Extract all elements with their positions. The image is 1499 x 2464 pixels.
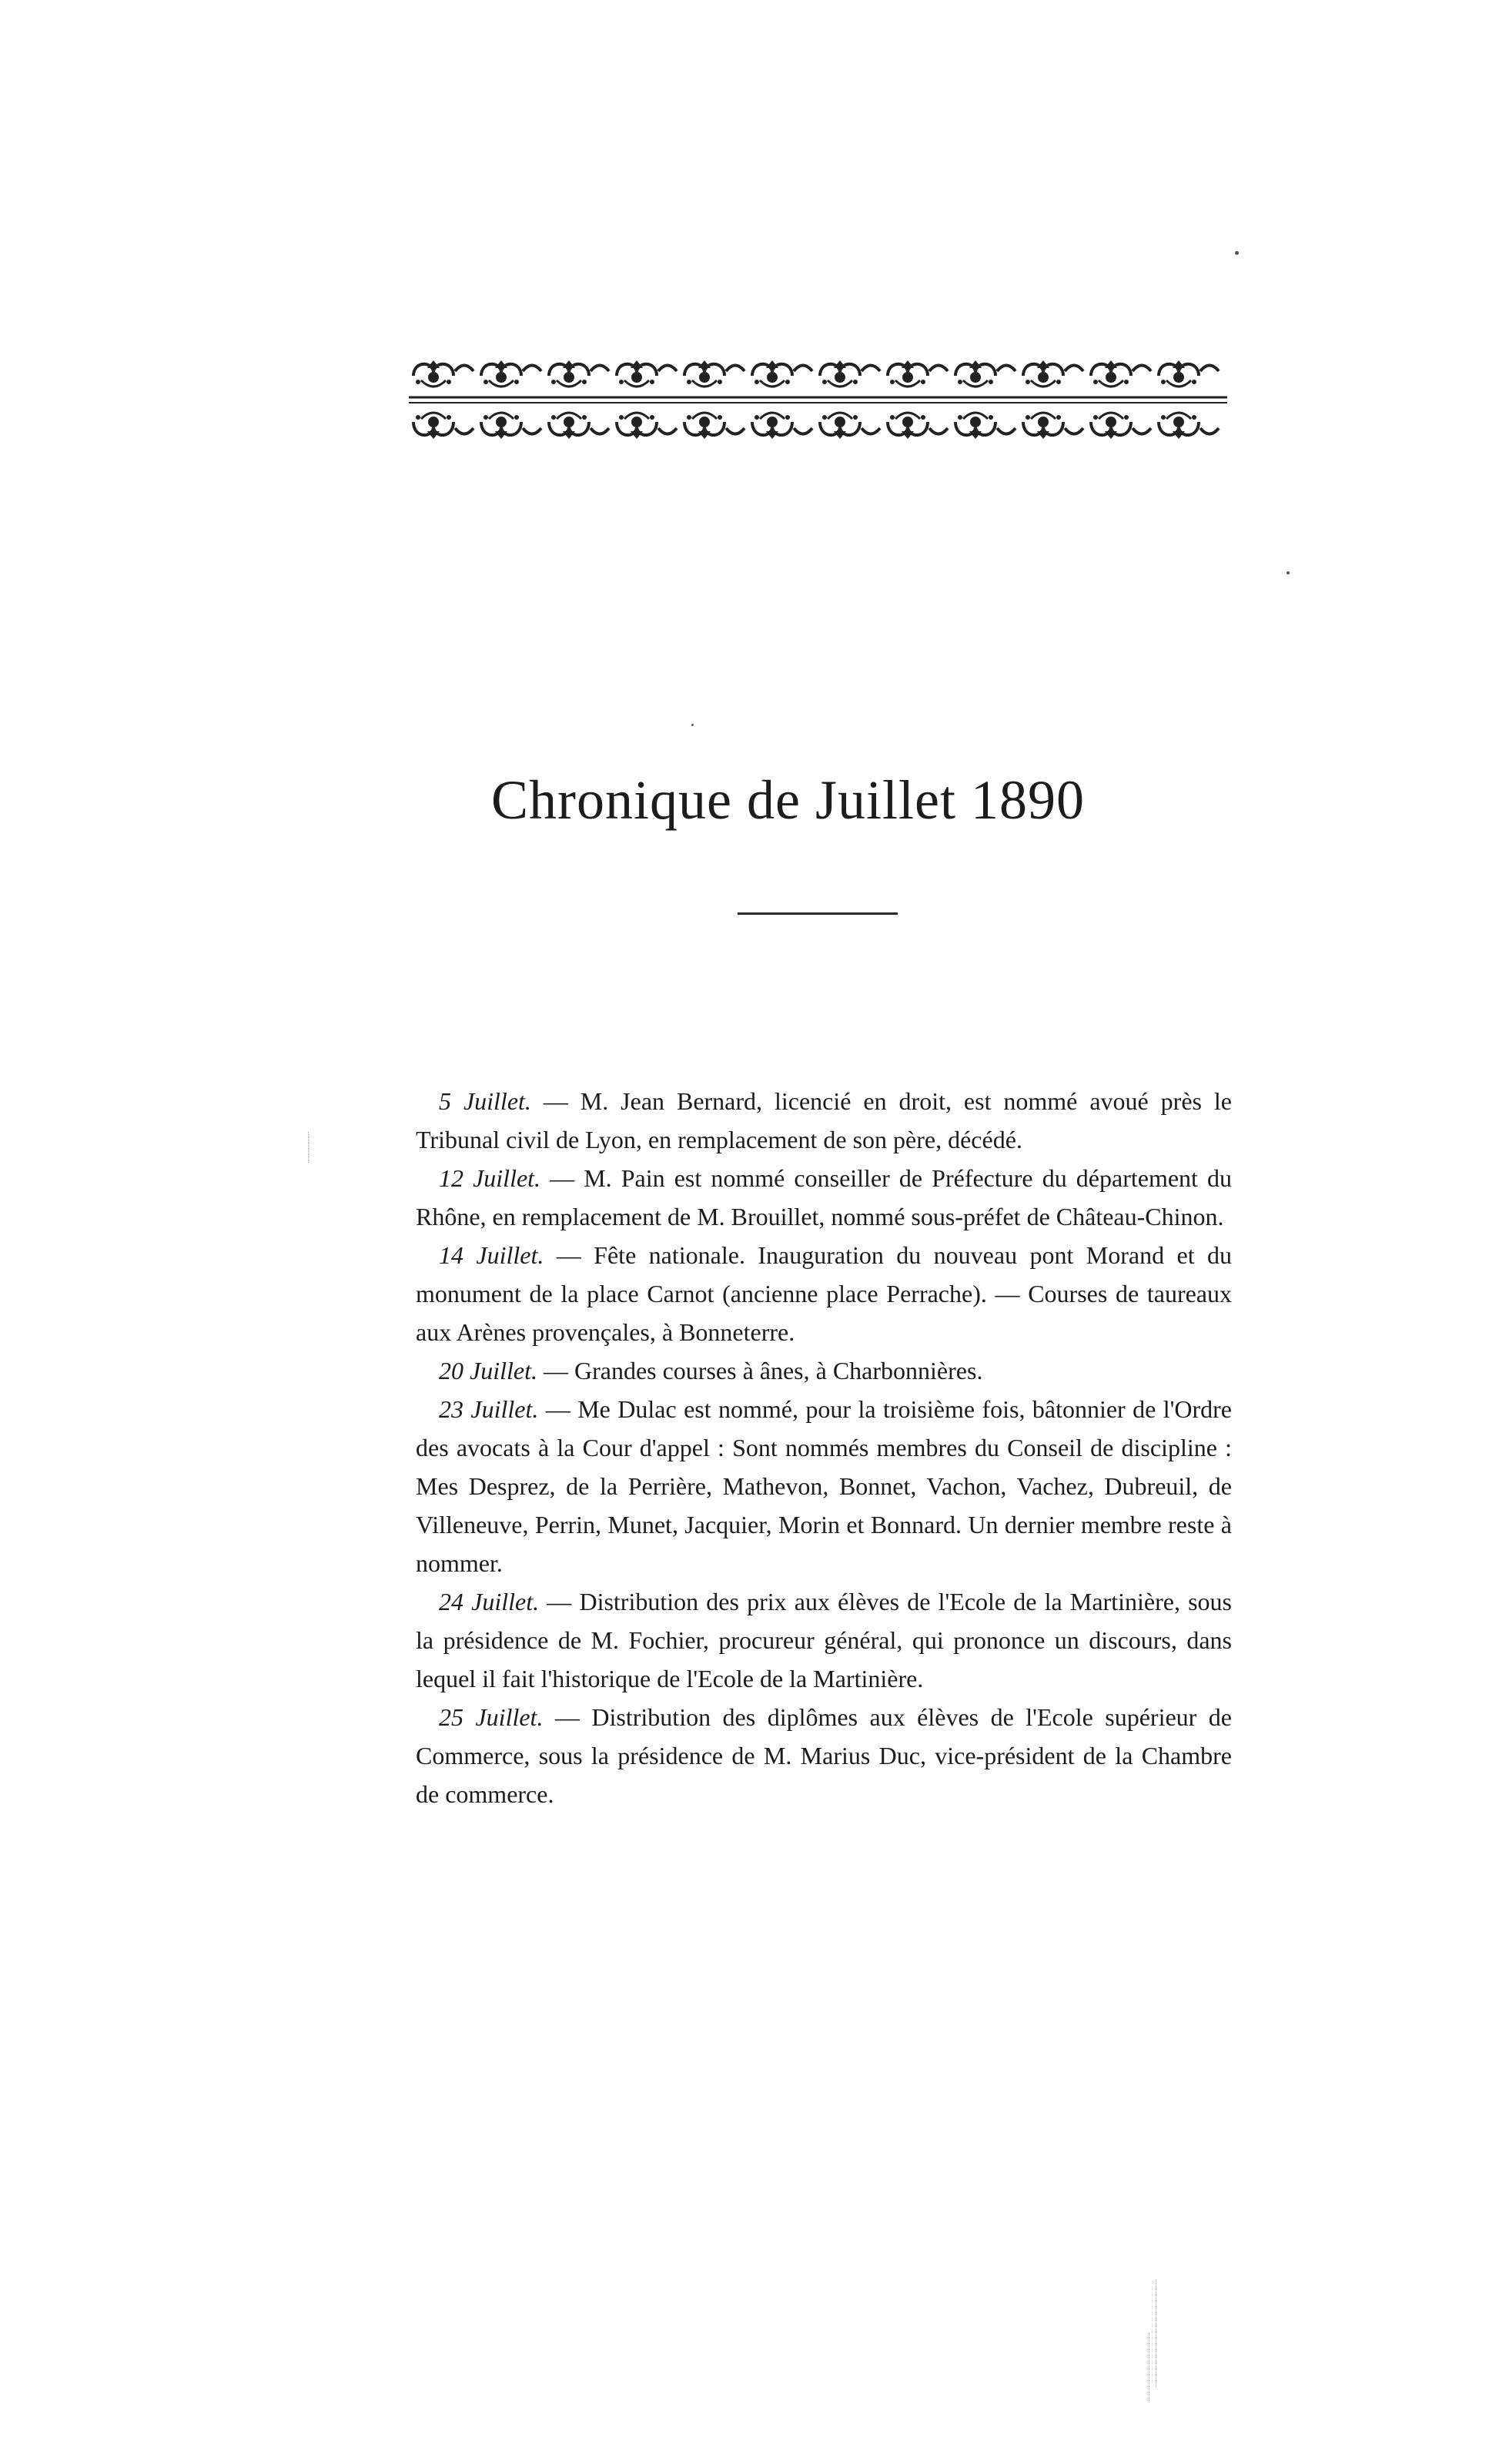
entry-text: — Distribution des diplômes aux élèves de l'Ecole supérieur de Commerce, sous la présidence de M. Marius Duc, vice-président de la Chambre de commerce. [416,1703,1233,1808]
scan-scratch [308,1132,309,1163]
entry-date: 23 Juillet. [439,1395,539,1423]
chronicle-entry [416,1390,1232,1582]
floral-headband-ornament [404,346,1232,447]
entry-date: 12 Juillet. [439,1164,541,1192]
entry-date: 20 Juillet. [439,1357,537,1384]
entry-date: 25 Juillet. [439,1703,544,1731]
entry-date: 24 Juillet. [439,1588,540,1615]
scan-speck [1235,251,1239,255]
chronicle-entry [416,1236,1232,1351]
chronicle-entry [416,1159,1232,1236]
chronicle-entry [416,1582,1232,1698]
scan-speck [691,724,694,726]
scan-speck [1287,571,1290,574]
title-divider [738,912,898,915]
entry-text: — M. Pain est nommé conseiller de Préfecture du département du Rhône, en remplacement de M. Brouillet, nommé sous-préfet de Château-Chinon. [416,1164,1233,1230]
entry-date: 5 Juillet. [439,1087,531,1115]
entry-text: — Me Dulac est nommé, pour la troisième fois, bâtonnier de l'Ordre des avocats à la Cour d'appel : Sont nommés membres du Conseil de discipline : Mes Desprez, de la Perrière, Mathevon, Bonnet, Vachon, Vachez, Dubreuil, de Villeneuve, Perrin, Munet, Jacquier, Morin et Bonnard. Un dernier membre reste à nommer. [416,1395,1232,1577]
entry-text: — Distribution des prix aux élèves de l'Ecole de la Martinière, sous la présidence de M. Fochier, procureur général, qui prononce un discours, dans lequel il fait l'historique de l'Ecole de la Martinière. [416,1588,1233,1692]
entry-text: — Fête nationale. Inauguration du nouveau pont Morand et du monument de la place Carnot (ancienne place Perrache). — Courses de taureaux aux Arènes provençales, à Bonneterre. [416,1241,1233,1346]
chronicle-entry [416,1698,1232,1813]
entry-date: 14 Juillet. [439,1241,544,1269]
entry-text: — M. Jean Bernard, licencié en droit, est nommé avoué près le Tribunal civil de Lyon, en remplacement de son père, décédé. [416,1087,1232,1153]
chronicle-entry [416,1351,1232,1390]
page-title: Chronique de Juillet 1890 [491,769,1085,832]
chronicle-entries [416,1082,1232,1813]
entry-text: — Grandes courses à ânes, à Charbonnières. [537,1357,983,1384]
chronicle-entry [416,1082,1232,1159]
